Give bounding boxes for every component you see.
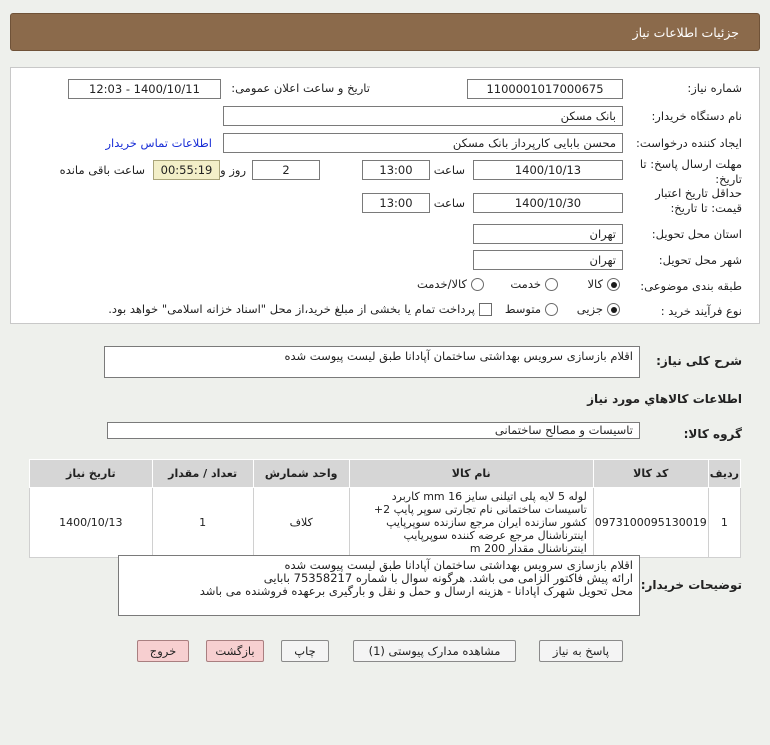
treasury-payment-option[interactable]: پرداخت تمام یا بخشی از مبلغ خرید،از محل "اسناد خزانه اسلامی" خواهد بود. — [108, 302, 492, 316]
deadline-label: مهلت ارسال پاسخ: تا — [639, 157, 742, 171]
checkbox-icon[interactable] — [479, 303, 492, 316]
category-option-service[interactable]: خدمت — [510, 277, 558, 291]
radio-icon[interactable] — [545, 278, 558, 291]
announce-field: 1400/10/11 - 12:03 — [68, 79, 221, 99]
buyer-org-field: بانک مسکن — [223, 106, 623, 126]
deadline-time-field: 13:00 — [362, 160, 430, 180]
cell-code: 0973100095130019 — [593, 488, 708, 558]
goods-group-label: گروه کالا: — [683, 427, 742, 441]
cell-date: 1400/10/13 — [30, 488, 153, 558]
process-option-medium[interactable]: متوسط — [505, 302, 558, 316]
deadline-date-field: 1400/10/13 — [473, 160, 623, 180]
radio-selected-icon[interactable] — [607, 278, 620, 291]
process-label: نوع فرآیند خرید : — [660, 304, 742, 318]
validity-time-label: ساعت — [433, 196, 465, 210]
city-label: شهر محل تحویل: — [658, 253, 742, 267]
cell-row: 1 — [708, 488, 740, 558]
summary-field: اقلام بازسازی سرویس بهداشتی ساختمان آپادانا طبق لیست پیوست شده — [104, 346, 640, 378]
goods-section-title: اطلاعات کالاهاي مورد نياز — [587, 392, 742, 406]
page-header — [10, 13, 760, 51]
province-label: استان محل تحویل: — [651, 227, 742, 241]
page-title: جزئیات اطلاعات نیاز — [632, 25, 739, 40]
buyer-note-line: اقلام بازسازی سرویس بهداشتی ساختمان آپادانا طبق لیست پیوست شده — [284, 558, 633, 572]
buyer-notes-label: توضیحات خریدار: — [640, 578, 742, 592]
validity-date-field: 1400/10/30 — [473, 193, 623, 213]
buyer-note-line: ارائه پیش فاکتور الزامی می باشد. هرگونه سوال با شماره 75358217 بابایی — [263, 571, 633, 585]
category-label: طبقه بندی موضوعی: — [640, 279, 742, 293]
radio-icon[interactable] — [545, 303, 558, 316]
table-header-row — [30, 460, 741, 488]
print-button[interactable]: چاپ — [281, 640, 329, 662]
col-qty: تعداد / مقدار — [152, 460, 253, 488]
category-option-goods-service[interactable]: کالا/خدمت — [417, 277, 484, 291]
province-field: تهران — [473, 224, 623, 244]
creator-field: محسن بابایی کارپرداز بانک مسکن — [223, 133, 623, 153]
creator-label: ایجاد کننده درخواست: — [636, 136, 742, 150]
col-row: ردیف — [708, 460, 740, 488]
remaining-timer: 00:55:19 — [153, 160, 220, 180]
process-option-minor[interactable]: جزیی — [577, 302, 620, 316]
col-name: نام کالا — [349, 460, 593, 488]
need-number-field: 1100001017000675 — [467, 79, 623, 99]
buyer-org-label: نام دستگاه خریدار: — [651, 109, 742, 123]
announce-label: تاریخ و ساعت اعلان عمومی: — [231, 81, 370, 95]
summary-label: شرح کلی نیاز: — [656, 354, 742, 368]
radio-icon[interactable] — [471, 278, 484, 291]
remaining-label: ساعت باقی مانده — [59, 163, 145, 177]
buyer-notes-field — [118, 555, 640, 616]
cell-qty: 1 — [152, 488, 253, 558]
back-button[interactable]: بازگشت — [206, 640, 264, 662]
deadline-time-label: ساعت — [433, 163, 465, 177]
buyer-note-line: محل تحویل شهرک اپادانا - هزینه ارسال و حمل و نقل و بارگیری برعهده فروشنده می باشد — [199, 584, 633, 598]
goods-table — [29, 459, 741, 558]
radio-selected-icon[interactable] — [607, 303, 620, 316]
days-field: 2 — [252, 160, 320, 180]
cell-unit: کلاف — [253, 488, 349, 558]
col-date: تاریخ نیاز — [30, 460, 153, 488]
need-number-label: شماره نیاز: — [687, 81, 742, 95]
exit-button[interactable]: خروج — [137, 640, 189, 662]
col-code: کد کالا — [593, 460, 708, 488]
attachments-button[interactable]: مشاهده مدارک پیوستی (1) — [353, 640, 516, 662]
table-row — [30, 488, 741, 558]
goods-group-field: تاسیسات و مصالح ساختمانی — [107, 422, 640, 439]
cell-name: لوله 5 لایه پلی اتیلنی سایز 16 mm کاربرد تاسیسات ساختمانی نام تجارتی سوپر پایپ 2+ کشور سازنده ایران مرجع سازنده سوپرپایپ اینترناشنال مرجع عرضه کننده سوپرپایپ اینترناشنال مقدار 200 m — [349, 488, 593, 558]
buyer-contact-link[interactable]: اطلاعات تماس خریدار — [105, 136, 212, 150]
category-option-goods[interactable]: کالا — [587, 277, 620, 291]
days-label: روز و — [220, 163, 246, 177]
respond-button[interactable]: پاسخ به نیاز — [539, 640, 623, 662]
validity-label-date: قیمت: تا تاریخ: — [670, 201, 742, 215]
city-field: تهران — [473, 250, 623, 270]
deadline-label-date: تاریخ: — [715, 172, 742, 186]
col-unit: واحد شمارش — [253, 460, 349, 488]
validity-time-field: 13:00 — [362, 193, 430, 213]
validity-label: حداقل تاریخ اعتبار — [655, 186, 742, 200]
